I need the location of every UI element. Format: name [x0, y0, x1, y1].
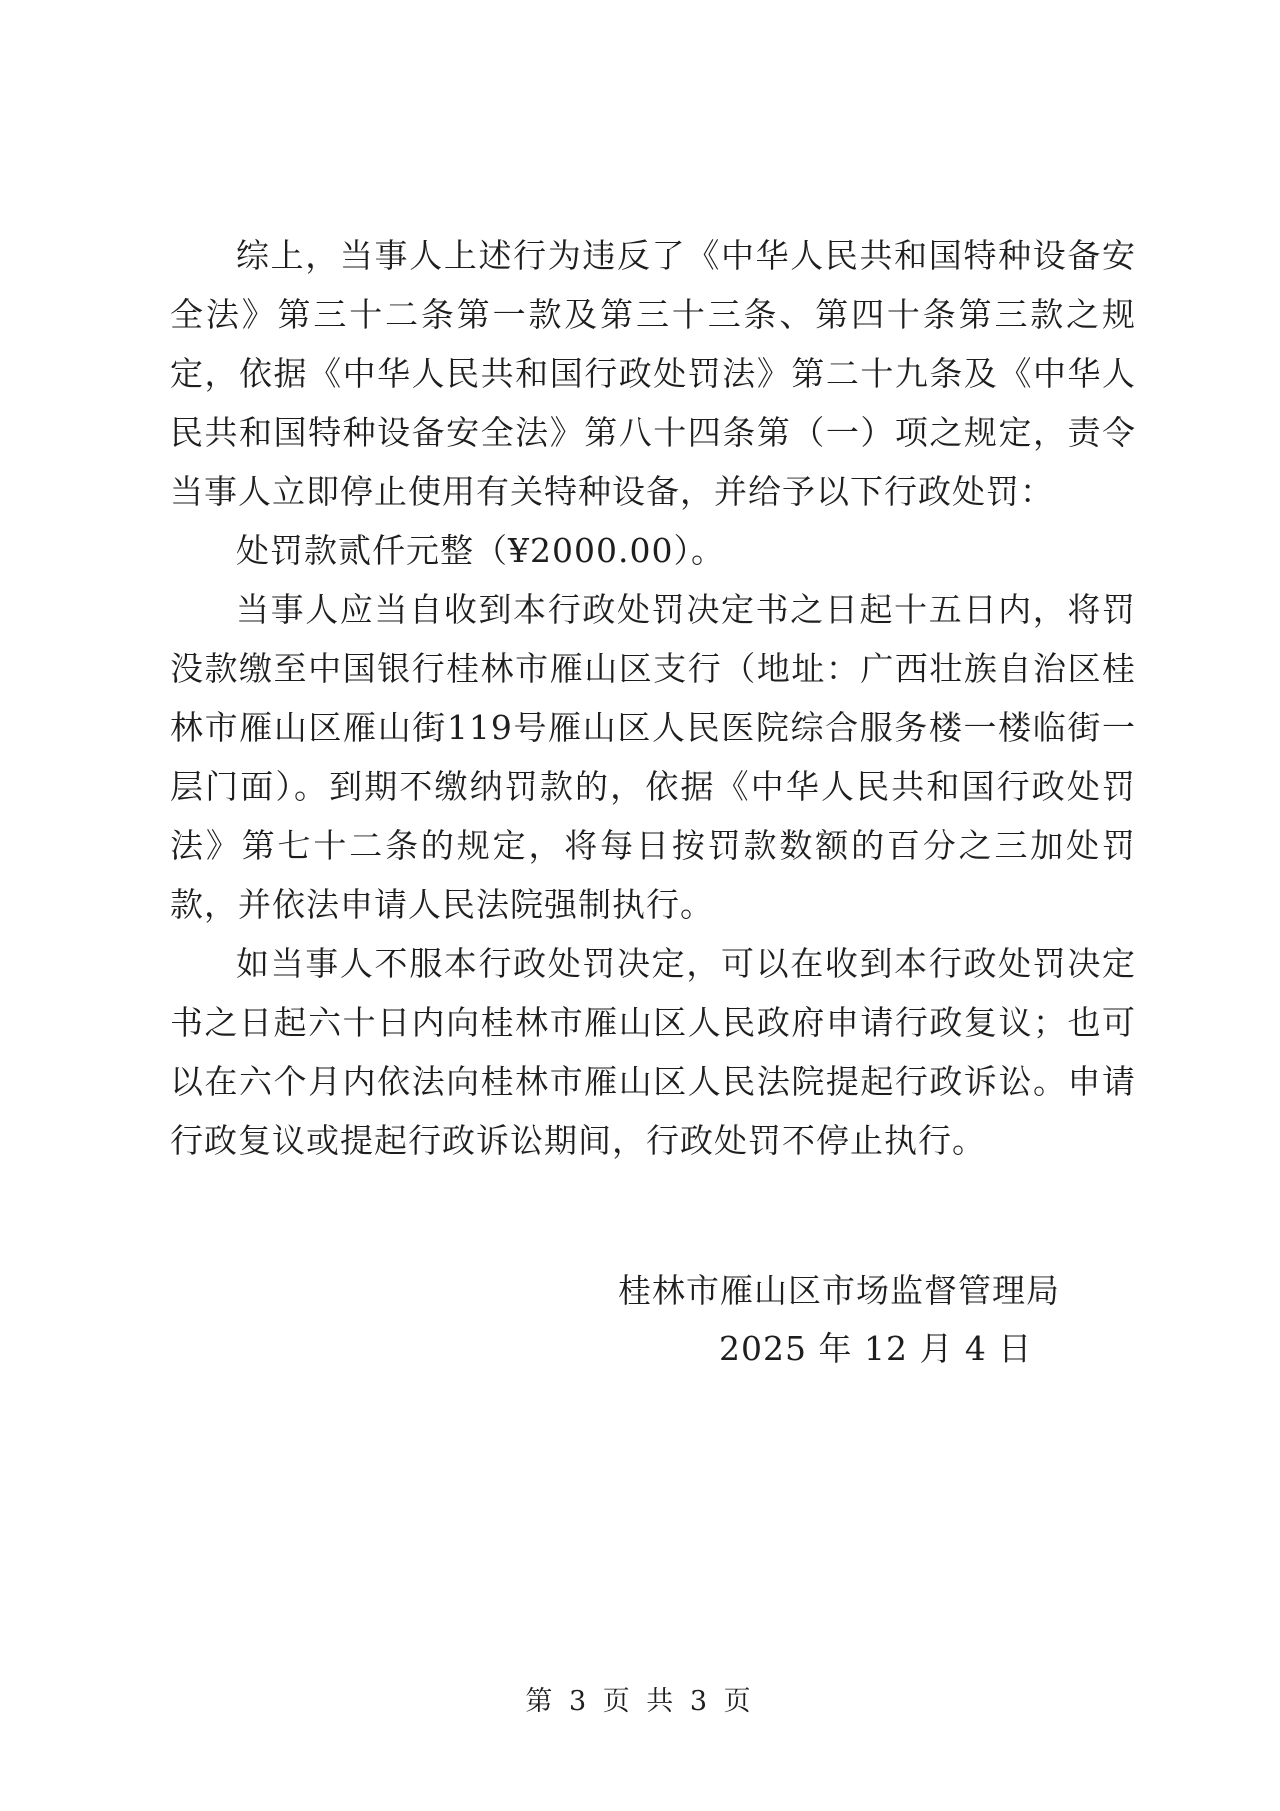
- issuing-organization: 桂林市雁山区市场监督管理局: [618, 1271, 1060, 1310]
- paragraph-penalty-amount: 处罚款贰仟元整（¥2000.00）。: [236, 531, 725, 570]
- paragraph-legal-basis: 综上，当事人上述行为违反了《中华人民共和国特种设备安全法》第三十二条第一款及第三十三条、第四十条第三款之规定，依据《中华人民共和国行政处罚法》第二十九条及《中华人民共和国特种设备安全法》第八十四条第（一）项之规定，责令当事人立即停止使用有关特种设备，并给予以下行政处罚：: [170, 236, 1136, 511]
- issue-date: 2025 年 12 月 4 日: [719, 1329, 1033, 1368]
- document-body: [170, 226, 1136, 1170]
- paragraph-appeal-rights: 如当事人不服本行政处罚决定，可以在收到本行政处罚决定书之日起六十日内向桂林市雁山区人民政府申请行政复议；也可以在六个月内依法向桂林市雁山区人民法院提起行政诉讼。申请行政复议或提起行政诉讼期间，行政处罚不停止执行。: [170, 944, 1136, 1160]
- page-number-footer: 第 3 页 共 3 页: [525, 1686, 755, 1717]
- paragraph-payment-instructions: 当事人应当自收到本行政处罚决定书之日起十五日内，将罚没款缴至中国银行桂林市雁山区支行（地址：广西壮族自治区桂林市雁山区雁山街119号雁山区人民医院综合服务楼一楼临街一层门面）。到期不缴纳罚款的，依据《中华人民共和国行政处罚法》第七十二条的规定，将每日按罚款数额的百分之三加处罚款，并依法申请人民法院强制执行。: [170, 590, 1136, 924]
